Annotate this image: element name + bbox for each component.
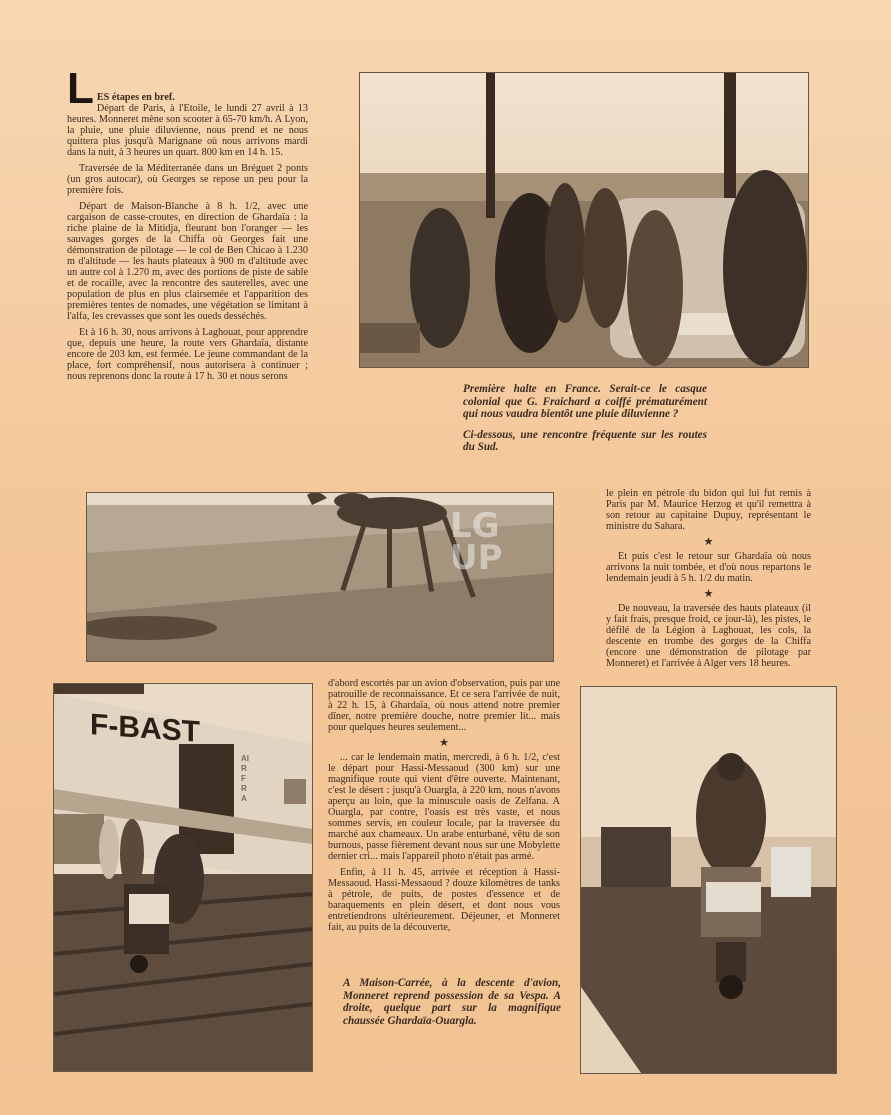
center-paragraph-2: ... car le lendemain matin, mercredi, à 6 h. 1/2, c'est le départ pour Hassi-Messaoud (300 km) sur une magnifique route qui vient d'être ouverte. Maintenant, c'est le désert : jusqu'à Ouargla, à 220 km, nous n'avons aperçu au loin, que la minuscule oasis de Zelfana. A Ouargla, par contre, l'oasis est très vaste, et nous sommes servis, en couleur locale, par la traversée du marché aux chameaux. Un arabe enturbané, vêtu de son burnous, passe fièrement devant nous sur une Mobylette dernier cri... mais l'appareil photo n'était pas armé.	[328, 752, 560, 862]
caption-camel: Ci-dessous, une rencontre fréquente sur les routes du Sud.	[463, 428, 707, 453]
separator-star-2: ★	[703, 588, 714, 600]
caption-maison-carree: A Maison-Carrée, à la descente d'avion, Monneret reprend possession de sa Vespa. A droite, quelque part sur la magnifique chaussée Ghardaïa-Ouargla.	[343, 977, 561, 1027]
caption-bottom	[343, 977, 561, 1035]
right-paragraph-3: De nouveau, la traversée des hauts plateaux (il y fait frais, presque froid, ce jour-là), les pistes, le défilé de la Légion à Laghouat, les cols, la descente en trombe des gorges de la Chiffa (encore une démonstration de pilotage par Monneret) et l'arrivée à Alger vers 18 heures.	[606, 603, 811, 669]
vespa-road-image	[581, 687, 836, 1073]
lead-heading: ES étapes en bref.	[96, 92, 175, 103]
photo-first-stop	[359, 72, 809, 368]
paragraph-2: Traversée de la Méditerranée dans un Bréguet 2 ponts (un gros autocar), où Georges se repose un peu pour la première fois.	[67, 163, 308, 196]
separator-star-1: ★	[703, 536, 714, 548]
right-paragraph-2: Et puis c'est le retour sur Ghardaïa où nous arrivons la nuit tombée, et d'où nous repartons le lendemain jeudi à 5 h. 1/2 du matin.	[606, 551, 811, 584]
center-paragraph-1: d'abord escortés par un avion d'observation, puis par une patrouille de reconnaissance. Et ce sera l'arrivée de nuit, à 22 h. 15, à Ghardaïa, où nous attend notre premier dîner, notre première douche, notre premier lit... mais pour quelques heures seulement...	[328, 678, 560, 733]
watermark-line-1: LG	[450, 506, 500, 546]
right-paragraph-1: le plein en pétrole du bidon qui lui fut remis à Paris par M. Maurice Herzog et qu'il remettra à son retour au capitaine Dupuy, représentant le ministre du Sahara.	[606, 488, 811, 532]
caption-top	[463, 383, 707, 462]
drop-cap: L	[67, 64, 94, 113]
watermark-logo	[450, 506, 503, 578]
paragraph-3: Départ de Maison-Blanche à 8 h. 1/2, avec une cargaison de casse-croutes, en direction de Ghardaïa : la riche plaine de la Mitidja, fleurant bon l'oranger — les sauvages gorges de la Chiffa où Georges fait une démonstration de pilotage — le col de Ben Chicao à 1.230 m d'altitude — les hauts plateaux à 900 m d'altitude avec un autre col à 1.270 m, avec des portions de piste de sable et de rocaille, avec la rencontre des sauterelles, avec une population de plus en plus clairsemée et l'apparition des premières tentes de nomades, une végétation se limitant à l'alfa, les crevasses que sont les oueds desséchés.	[67, 201, 308, 322]
paragraph-4: Et à 16 h. 30, nous arrivons à Laghouat, pour apprendre que, depuis une heure, la route vers Ghardaïa, distante encore de 203 km, est fermée. Le jeune commandant de la place, fort compréhensif, nous autorisera à continuer ; nous reprenons donc la route à 17 h. 30 et nous serons	[67, 327, 308, 382]
text-column-intro	[67, 64, 308, 387]
plane-registration: F-BAST	[90, 708, 200, 749]
separator-star-3: ★	[439, 737, 449, 749]
watermark-line-2: UP	[450, 538, 503, 578]
photo-plane	[53, 683, 313, 1072]
photo-road	[580, 686, 837, 1074]
center-paragraph-3: Enfin, à 11 h. 45, arrivée et réception à Hassi-Messaoud. Hassi-Messaoud ? douze kilomètres de tanks à pétrole, de puits, de postes d'essence et de baraquements en plein désert, et dont nous vous entretiendrons ultérieurement. Déjeuner, et Monneret fait, au puits de la découverte,	[328, 867, 560, 933]
text-column-right	[606, 488, 811, 674]
caption-first-stop: Première halte en France. Serait-ce le casque colonial que G. Fraichard a coiffé prématurément qui nous vaudra bientôt une pluie diluvienne ?	[463, 383, 707, 420]
plane-airline-lettering: AIR FRA	[241, 754, 249, 803]
intro-paragraph	[67, 64, 308, 158]
roadside-stop-image	[360, 73, 808, 367]
paragraph-1: Départ de Paris, à l'Etoile, le lundi 27 avril à 13 heures. Monneret mène son scooter à 65-70 km/h. A Lyon, la pluie, une pluie diluvienne, nous prend et ne nous quittera plus jusqu'à Marignane où nous arrivons mardi dans la nuit, à 3 heures un quart. 800 km en 14 h. 15.	[67, 103, 308, 158]
text-column-center	[328, 678, 560, 938]
